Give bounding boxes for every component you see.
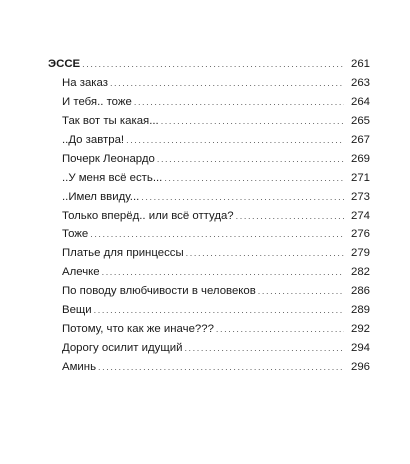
toc-entry [48,244,370,263]
toc-entry-title: Платье для принцессы [62,247,184,260]
toc-entry-page: 294 [350,342,370,355]
toc-entry [48,320,370,339]
toc-entry-title: ..До завтра! [62,133,125,146]
toc-entry-page: 296 [350,361,370,373]
dot-leader [94,301,344,320]
toc-entry [48,339,370,358]
toc-section-row [48,55,370,74]
dot-leader [216,320,344,339]
toc-entry-page: 267 [350,133,370,146]
dot-leader [82,55,344,74]
toc-section-page: 261 [350,58,370,70]
dot-leader [90,225,344,244]
dot-leader [236,207,344,226]
table-of-contents [48,55,370,377]
toc-entry [48,282,370,301]
dot-leader [134,93,344,112]
toc-entry [48,188,370,207]
toc-entry-title: На заказ [62,76,108,89]
toc-entry [48,301,370,320]
toc-entry-title: По поводу влюбчивости в человеков [62,285,256,298]
toc-entry [48,263,370,282]
dot-leader [98,358,344,377]
toc-entry-title: Алечке [62,266,100,279]
toc-entry [48,74,370,93]
toc-entry-page: 282 [350,266,370,279]
toc-entry-page: 269 [350,152,370,165]
dot-leader [184,339,344,358]
toc-entry-page: 264 [350,95,370,108]
toc-entry-page: 273 [350,190,370,203]
toc-entry-title: ..Имел ввиду... [62,190,140,203]
toc-entry [48,93,370,112]
toc-entry [48,358,370,377]
toc-entry-page: 271 [350,171,370,184]
dot-leader [110,74,344,93]
toc-entry-title: Почерк Леонардо [62,152,155,165]
toc-entry-page: 263 [350,76,370,89]
toc-entry [48,150,370,169]
toc-entry-title: Потому, что как же иначе??? [62,323,214,336]
toc-entry-page: 276 [350,228,370,241]
toc-section-title: ЭССЕ [48,58,81,70]
toc-entry [48,131,370,150]
toc-entry-page: 289 [350,304,370,317]
toc-entry [48,225,370,244]
toc-entry-page: 274 [350,209,370,222]
toc-entry-page: 292 [350,323,370,336]
toc-entry-title: Аминь [62,361,97,373]
toc-entry-page: 265 [350,114,370,127]
dot-leader [102,263,344,282]
dot-leader [164,169,344,188]
toc-entry-title: Так вот ты какая... [62,114,159,127]
dot-leader [258,282,344,301]
toc-entry-title: Дорогу осилит идущий [62,342,183,355]
toc-entry-title: Только вперёд.. или всё оттуда? [62,209,234,222]
dot-leader [126,131,344,150]
toc-entry-page: 286 [350,285,370,298]
toc-entry-page: 279 [350,247,370,260]
toc-entry-title: Вещи [62,304,92,317]
toc-entry-title: И тебя.. тоже [62,95,132,108]
toc-entry [48,207,370,226]
toc-entry-title: ..У меня всё есть... [62,171,163,184]
dot-leader [186,244,344,263]
dot-leader [161,112,344,131]
dot-leader [141,188,344,207]
toc-entry [48,112,370,131]
toc-entry [48,169,370,188]
toc-entry-title: Тоже [62,228,89,241]
dot-leader [157,150,344,169]
